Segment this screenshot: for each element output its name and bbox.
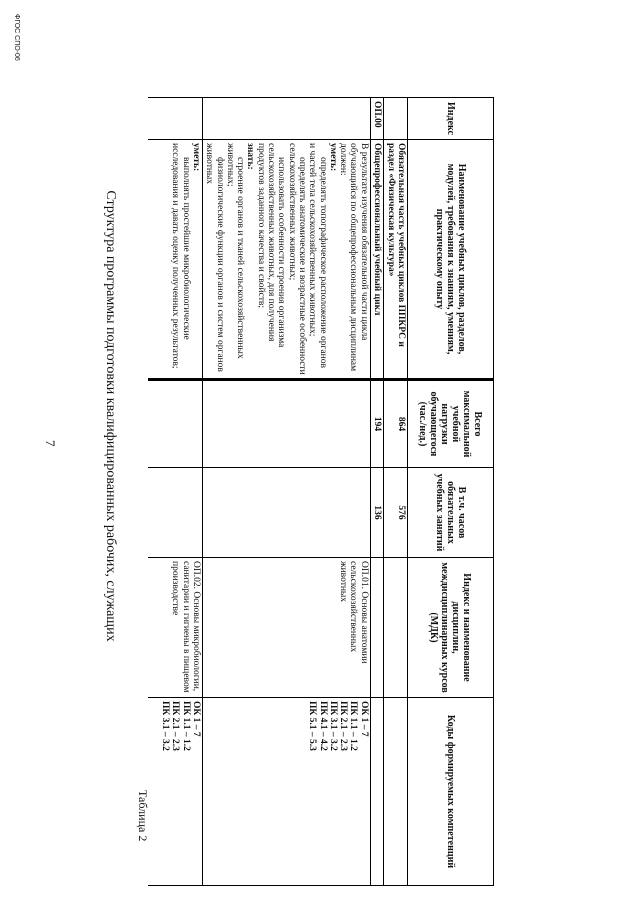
- op01-row: [202, 98, 370, 886]
- op01-intro: В результате изучения обязательной части цикла обучающийся по общепрофессиональным дисциплинам должен:: [338, 143, 369, 372]
- mandatory-mdk-cell: [384, 558, 408, 698]
- header-codes: Коды формируемых компетенций: [408, 698, 494, 886]
- header-index: Индекс: [408, 98, 494, 140]
- op01-total-cell: [202, 380, 370, 468]
- header-mdk: Индекс и наименование дисциплин, междисциплинарных курсов (МДК): [408, 558, 494, 698]
- header-classes: В т.ч. часов обязательных учебных занятий: [408, 468, 494, 558]
- op01-requirements: [202, 140, 370, 380]
- op01-umet-label: уметь:: [327, 143, 338, 172]
- header-total: Всего максимальной учебной нагрузки обучающегося (час./нед.): [408, 380, 494, 468]
- op01-know-1: строение органов и тканей сельскохозяйственных животных;: [224, 143, 246, 359]
- op02-code-1: ОК 1 – 7: [190, 701, 201, 737]
- mandatory-row: [384, 98, 408, 886]
- op01-skill-3: использовать особенности строения организма сельскохозяйственных животных, для получения продуктов заданного качества и свойств;: [255, 143, 287, 348]
- document-title: Структура программы подготовки квалифицированных рабочих, служащих: [103, 190, 118, 642]
- page-number: 7: [43, 440, 58, 447]
- op02-row: [148, 98, 202, 886]
- op01-skill-1: определять топографическое расположение органов и частей тела сельскохозяйственных животных;: [307, 143, 328, 368]
- op02-classes-cell: [148, 468, 202, 558]
- program-structure-table: [148, 97, 494, 886]
- cycle-index: ОП.00: [370, 98, 383, 140]
- op02-skill-1: выполнять простейшие микробиологические исследования и давать оценку полученных результатов;: [170, 143, 191, 369]
- cycle-mdk-cell: [370, 558, 383, 698]
- op02-code-3: ПК 2.1 – 2.3: [170, 701, 181, 751]
- mandatory-codes-cell: [384, 698, 408, 886]
- mandatory-total: 864: [384, 380, 408, 468]
- footer-standard-label: ФГОС СПО-06: [13, 14, 20, 61]
- op02-index-cell: [148, 98, 202, 140]
- op01-code-1: ОК 1 – 7: [358, 701, 369, 737]
- mandatory-name: Обязательная часть учебных циклов ППКРС и раздел «Физическая культура»: [384, 140, 408, 380]
- op01-code-4: ПК 3.1 – 3.2: [327, 701, 338, 751]
- cycle-classes: 136: [370, 468, 383, 558]
- op02-codes: [148, 698, 202, 886]
- cycle-total: 194: [370, 380, 383, 468]
- table-number: Таблица 2: [136, 790, 150, 842]
- op02-code-2: ПК 1.1 – 1.2: [180, 701, 191, 751]
- op02-umet-label: уметь:: [190, 143, 201, 172]
- op01-code-3: ПК 2.1 – 2.3: [338, 701, 349, 751]
- op01-znat-label: знать:: [245, 143, 256, 170]
- op02-requirements: [148, 140, 202, 380]
- mandatory-index-cell: [384, 98, 408, 140]
- op01-index-cell: [202, 98, 370, 140]
- op01-mdk: ОП.01. Основы анатомии сельскохозяйственных животных: [202, 558, 370, 698]
- op01-skill-2: определять анатомические и возрастные особенности сельскохозяйственных животных;: [286, 143, 307, 375]
- op01-codes: [202, 698, 370, 886]
- cycle-name: Общепрофессиональный учебный цикл: [370, 140, 383, 380]
- op01-code-5: ПК 4.1 – 4.2: [317, 701, 328, 751]
- op02-code-4: ПК 3.1 – 3.2: [160, 701, 171, 751]
- op01-classes-cell: [202, 468, 370, 558]
- op01-code-6: ПК 5.1 – 5.3: [307, 701, 318, 751]
- header-row: [408, 98, 494, 886]
- mandatory-classes: 576: [384, 468, 408, 558]
- op01-know-2: физиологические функции органов и систем органов животных: [204, 143, 225, 372]
- op01-code-2: ПК 1.1 – 1.2: [348, 701, 359, 751]
- cycle-codes-cell: [370, 698, 383, 886]
- header-name: Наименование учебных циклов, разделов, модулей, требования к знаниям, умениям, практическому опыту: [408, 140, 494, 380]
- cycle-row: [370, 98, 383, 886]
- op02-mdk: ОП.02. Основы микробиологии, санитарии и гигиены в пищевом производстве: [148, 558, 202, 698]
- op02-total-cell: [148, 380, 202, 468]
